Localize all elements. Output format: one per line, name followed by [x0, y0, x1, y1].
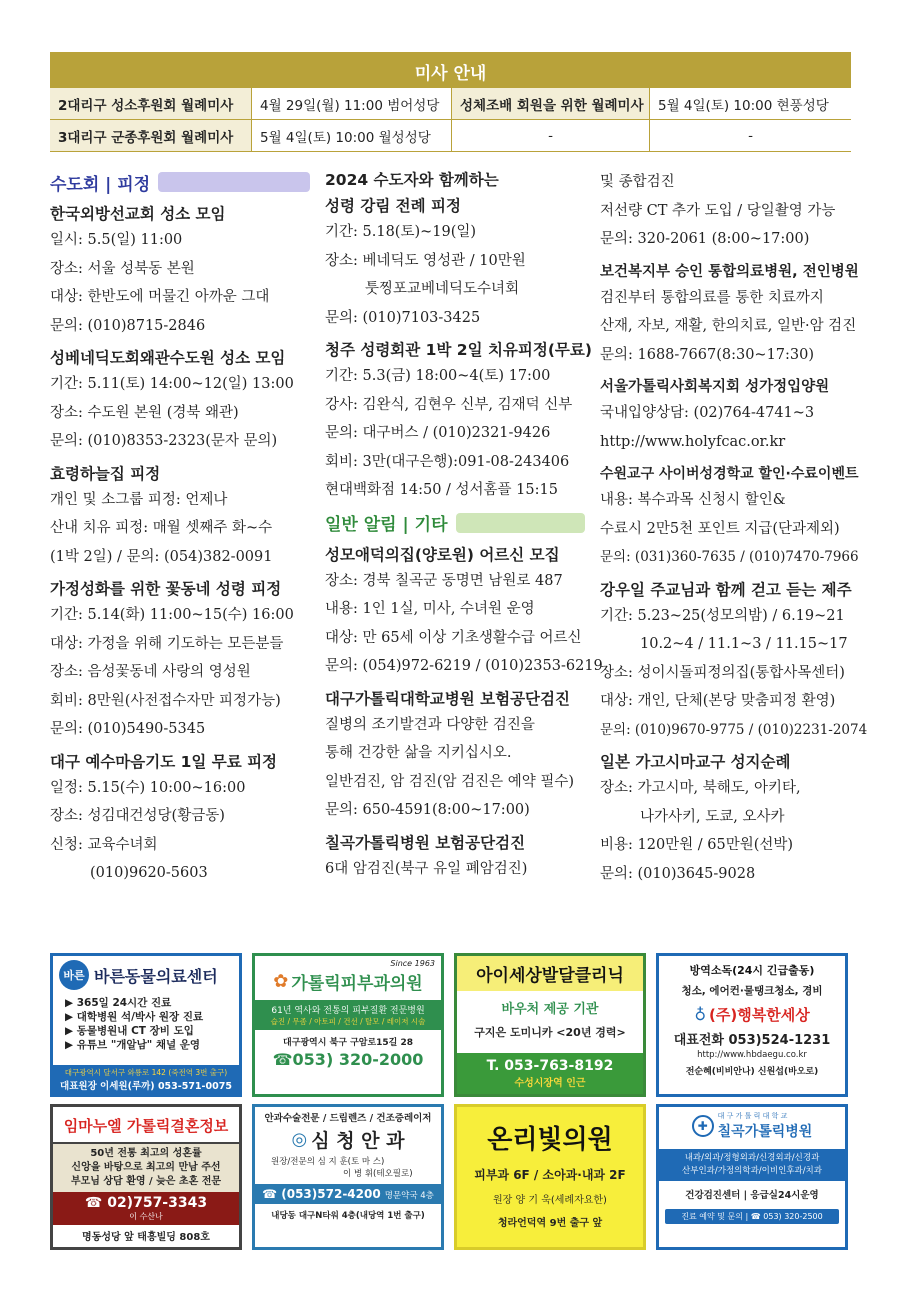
notice-line: 내용: 1인 1실, 미사, 수녀원 운영	[325, 601, 535, 617]
notice-title: 수원교구 사이버성경학교 할인·수료이벤트	[600, 466, 859, 482]
ad-doctor: 원장/전문의 심 지 훈(토 마 스)	[271, 1157, 385, 1167]
notice-line: 기간: 5.11(토) 14:00~12(일) 13:00	[50, 376, 294, 392]
notice-item	[325, 168, 585, 332]
notice-line: 질병의 조기발견과 다양한 검진을	[325, 716, 535, 733]
notice-line: 일반검진, 암 검진(암 검진은 예약 필수)	[325, 773, 575, 790]
company-logo-icon: ♁	[694, 1005, 707, 1024]
ad-person: 이 수산나	[129, 1212, 163, 1221]
ad-center: 건강검진센터 | 응급실24시운영	[685, 1190, 819, 1201]
ad-cleaning[interactable]	[656, 953, 848, 1097]
table-cell: 4월 29일(월) 11:00 범어성당	[252, 88, 452, 119]
notice-line: 개인 및 소그룹 피정: 언제나	[50, 491, 228, 508]
notice-line: (010)9620-5603	[90, 865, 208, 881]
clinic-logo-icon: 바른	[59, 960, 89, 990]
notice-line: 장소: 서울 성북동 본원	[50, 260, 195, 277]
ad-line: 61년 역사와 전통의 피부질환 전문병원	[271, 1006, 425, 1016]
ad-line: 부모님 상담 환영 / 늦은 초혼 전문	[70, 1176, 222, 1187]
notice-title: 청주 성령회관 1박 2일 치유피정(무료)	[325, 341, 592, 359]
section-title: 수도회 | 피정	[50, 174, 151, 195]
notice-item	[600, 375, 860, 456]
notice-title: 가정성화를 위한 꽃동네 성령 피정	[50, 580, 282, 598]
table-row	[50, 120, 851, 152]
notice-line: 장소: 성이시돌피정의집(통합사목센터)	[600, 664, 845, 681]
ad-child-clinic[interactable]	[454, 953, 646, 1097]
ad-line: ▶ 유튜브 "개알남" 채널 운영	[65, 1039, 201, 1051]
notice-line: 저선량 CT 추가 도입 / 당일촬영 가능	[600, 202, 836, 219]
notice-line: 장소: 수도원 본원 (경북 왜관)	[50, 404, 239, 421]
ad-line: 안과수술전문 / 드림렌즈 / 건조증레이저	[264, 1113, 432, 1124]
notice-line: 문의: (054)972-6219 / (010)2353-6219	[325, 658, 603, 674]
notice-line: 기간: 5.3(금) 18:00~4(토) 17:00	[325, 368, 551, 384]
ad-line: ▶ 365일 24시간 진료	[65, 997, 172, 1009]
ad-university: 대 구 가 톨 릭 대 학 교	[717, 1112, 788, 1120]
ad-location: 수성시장역 인근	[514, 1078, 586, 1089]
notice-line: 문의: 650-4591(8:00~17:00)	[325, 802, 530, 818]
notice-item	[600, 462, 860, 572]
notice-line: 문의: (031)360-7635 / (010)7470-7966	[600, 549, 859, 565]
ad-doctor: 구지은 도미니카 <20년 경력>	[474, 1026, 626, 1039]
hospital-emblem-icon: ✚	[692, 1115, 714, 1137]
ad-footer: 명동성당 앞 태흥빌딩 808호	[82, 1232, 210, 1243]
table-cell: 5월 4일(토) 10:00 월성성당	[252, 120, 452, 151]
notice-line: 대상: 만 65세 이상 기초생활수급 어르신	[325, 629, 582, 646]
ad-location: 청라언덕역 9번 출구 앞	[497, 1218, 603, 1229]
notice-item	[50, 202, 310, 340]
table-row	[50, 88, 851, 120]
notice-line: 내용: 복수과목 신청시 할인&	[600, 492, 786, 508]
notice-line: 국내입양상담: (02)764-4741~3	[600, 405, 815, 421]
ad-line: 내과/외과/정형외과/신경외과/신경과	[684, 1153, 820, 1163]
ad-line: 방역소독(24시 긴급출동)	[689, 964, 815, 977]
ad-phone: ☎ (053)572-4200	[262, 1187, 381, 1201]
section-header	[325, 509, 585, 537]
table-cell: 3대리구 군종후원회 월례미사	[50, 120, 252, 151]
notice-line: 문의: (010)9670-9775 / (010)2231-2074	[600, 721, 868, 738]
notice-title: 성모애덕의집(양로원) 어르신 모집	[325, 545, 560, 564]
mass-table-title: 미사 안내	[50, 54, 851, 88]
column-retreats	[50, 168, 310, 888]
notice-line: 10.2~4 / 11.1~3 / 11.15~17	[640, 636, 848, 652]
ad-doctor: 이 병 휘(테오필로)	[343, 1169, 413, 1179]
ad-footer: 진료 예약 및 문의 | ☎ 053) 320-2500	[665, 1209, 839, 1224]
mass-schedule-table	[50, 52, 851, 152]
notice-title: 강우일 주교님과 함께 걷고 듣는 제주	[600, 580, 852, 599]
ad-eye-clinic[interactable]	[252, 1104, 444, 1250]
ad-address: 대구광역시 달서구 와룡로 142 (죽전역 3번 출구)	[64, 1068, 228, 1077]
ad-name: 임마누엘 가톨릭결혼정보	[53, 1107, 239, 1144]
notice-line: http://www.holyfcac.or.kr	[600, 433, 786, 450]
ad-footer: 대표원장 이세원(루까) 053-571-0075	[60, 1081, 232, 1092]
notice-line: 산재, 자보, 재활, 한의치료, 일반·암 검진	[600, 318, 857, 334]
notice-item	[50, 346, 310, 456]
table-cell: 5월 4일(토) 10:00 현풍성당	[658, 97, 829, 114]
notice-item	[600, 578, 868, 745]
notice-line: 회비: 3만(대구은행):091-08-243406	[325, 453, 570, 470]
notice-line: 문의: (010)5490-5345	[50, 721, 206, 737]
notice-item	[325, 543, 603, 681]
notice-item	[600, 168, 860, 254]
ad-line: 청소, 에어컨·물탱크청소, 경비	[681, 985, 823, 997]
notice-line: 현대백화점 14:50 / 성서홈플 15:15	[325, 482, 558, 498]
notice-line: 일시: 5.5(일) 11:00	[50, 232, 183, 248]
column-notices	[325, 168, 603, 883]
notice-item	[600, 750, 860, 888]
notice-line: 문의: (010)8353-2323(문자 문의)	[50, 433, 278, 449]
table-cell: 성체조배 회원을 위한 월례미사	[452, 88, 650, 119]
ad-line: 산부인과/가정의학과/이비인후과/치과	[682, 1166, 822, 1176]
ad-marriage-info[interactable]	[50, 1104, 242, 1250]
notice-line: (1박 2일) / 문의: (054)382-0091	[50, 548, 273, 565]
ad-name: 아이세상발달클리닉	[457, 956, 643, 991]
table-cell: -	[452, 120, 650, 151]
leaf-icon: ✿	[273, 970, 289, 992]
eye-logo-icon: ◎	[291, 1129, 308, 1150]
notice-line: 문의: 1688-7667(8:30~17:30)	[600, 346, 815, 363]
ad-footer: 내당동 대구N타워 4층(내당역 1번 출구)	[271, 1211, 425, 1221]
notice-title: 보건복지부 승인 통합의료병원, 전인병원	[600, 263, 859, 280]
notice-line: 수료시 2만5천 포인트 지급(단과제외)	[600, 520, 840, 537]
notice-line: 나가사키, 도쿄, 오사카	[640, 808, 785, 825]
ad-name: 바른동물의료센터	[94, 966, 218, 986]
notice-line: 기간: 5.18(토)~19(일)	[325, 224, 477, 240]
ad-dermatology[interactable]	[252, 953, 444, 1097]
ad-subtitle: 바우처 제공 기관	[501, 1002, 599, 1017]
notice-title: 칠곡가톨릭병원 보험공단검진	[325, 833, 526, 852]
notice-line: 일정: 5.15(수) 10:00~16:00	[50, 779, 246, 796]
notice-title: 한국외방선교회 성소 모임	[50, 205, 226, 223]
notice-line: 장소: 성김대건성당(황금동)	[50, 808, 225, 824]
notice-item	[325, 338, 592, 505]
section-title: 일반 알림 | 기타	[325, 515, 448, 535]
table-cell: 2대리구 성소후원회 월례미사	[50, 88, 252, 119]
notice-item	[50, 750, 310, 888]
notice-line: 기간: 5.14(화) 11:00~15(수) 16:00	[50, 607, 294, 623]
ad-website: http://www.hbdaegu.co.kr	[697, 1050, 807, 1060]
ad-line: 신앙을 바탕으로 최고의 만남 주선	[71, 1162, 221, 1173]
notice-line: 검진부터 통합의료를 통한 치료까지	[600, 289, 824, 306]
notice-title: 대구 예수마음기도 1일 무료 피정	[50, 752, 278, 771]
notice-title: 2024 수도자와 함께하는	[325, 171, 499, 189]
ad-phone: ☎053) 320-2000	[272, 1050, 424, 1069]
notice-line: 장소: 경북 칠곡군 동명면 남원로 487	[325, 572, 563, 589]
notice-line: 신청: 교육수녀회	[50, 836, 158, 853]
ad-line: 50년 전통 최고의 성혼률	[90, 1148, 202, 1159]
notice-item	[325, 687, 585, 825]
ad-phone: T. 053-763-8192	[486, 1058, 614, 1074]
notice-line: 대상: 개인, 단체(본당 맞춤피정 환영)	[600, 693, 836, 709]
notice-line: 강사: 김완식, 김현우 신부, 김재덕 신부	[325, 396, 573, 413]
notice-line: 대상: 가정을 위해 기도하는 모든분들	[50, 635, 284, 652]
ad-name: 가톨릭피부과의원	[291, 973, 423, 994]
notice-title: 효령하늘집 피정	[50, 464, 161, 483]
ad-animal-clinic[interactable]	[50, 953, 242, 1097]
notice-line: 장소: 가고시마, 북해도, 아키타,	[600, 780, 801, 796]
table-cell: -	[748, 127, 753, 144]
ad-line: 명문약국 4층	[384, 1191, 434, 1201]
ad-doctor: 원장 양 기 욱(세례자요한)	[493, 1195, 607, 1206]
notice-line: 통해 건강한 삶을 지키십시오.	[325, 745, 512, 761]
section-header	[50, 168, 310, 196]
notice-line: 산내 치유 피정: 매월 셋째주 화~수	[50, 520, 273, 536]
notice-title: 성령 강림 전례 피정	[325, 197, 461, 215]
ad-subtitle: 피부과 6F / 소아과·내과 2F	[474, 1168, 626, 1182]
ad-since: Since 1963	[390, 959, 435, 968]
notice-line: 문의: (010)7103-3425	[325, 309, 481, 326]
ad-line: ▶ 동물병원내 CT 장비 도입	[65, 1025, 194, 1037]
notice-line: 문의: 대구버스 / (010)2321-9426	[325, 425, 551, 441]
notice-item	[50, 462, 310, 572]
ad-phone: ☎ 02)757-3343	[84, 1195, 208, 1211]
notice-line: 문의: (010)3645-9028	[600, 865, 756, 882]
notice-item	[50, 577, 310, 744]
notice-title: 대구가톨릭대학교병원 보험공단검진	[325, 689, 570, 708]
ad-chilgok-hospital[interactable]	[656, 1104, 848, 1250]
notice-line: 비용: 120만원 / 65만원(선박)	[600, 837, 794, 853]
ad-name: 칠곡가톨릭병원	[717, 1124, 813, 1140]
notice-title: 일본 가고시마교구 성지순례	[600, 753, 791, 771]
notice-line: 문의: (010)8715-2846	[50, 317, 206, 334]
ad-line: 습진 / 무좀 / 아토피 / 건선 / 탈모 / 레이저 시술	[270, 1017, 426, 1026]
notice-item	[600, 260, 860, 370]
notice-line: 장소: 음성꽃동네 사랑의 영성원	[50, 664, 251, 680]
ad-line: ▶ 대학병원 석/박사 원장 진료	[65, 1011, 204, 1023]
notice-line: 대상: 한반도에 머물긴 아까운 그대	[50, 289, 270, 305]
notice-line: 및 종합검진	[600, 174, 675, 190]
notice-item	[325, 831, 585, 884]
ad-name: (주)행복한세상	[709, 1006, 810, 1024]
notice-line: 장소: 베네딕도 영성관 / 10만원	[325, 252, 526, 269]
ad-footer: 전순혜(비비안나) 신원섭(바오로)	[685, 1067, 819, 1077]
notice-line: 문의: 320-2061 (8:00~17:00)	[600, 231, 810, 247]
ad-name: 심 청 안 과	[311, 1130, 405, 1152]
ad-onlybit-clinic[interactable]	[454, 1104, 646, 1250]
notice-line: 툿찡포교베네딕도수녀회	[365, 281, 520, 297]
notice-line: 회비: 8만원(사전접수자만 피정가능)	[50, 692, 281, 709]
ad-name: 온리빛의원	[487, 1125, 613, 1155]
notice-line: 기간: 5.23~25(성모의밤) / 6.19~21	[600, 607, 845, 624]
notice-line: 6대 암검진(북구 유일 폐암검진)	[325, 860, 528, 877]
ad-address: 대구광역시 북구 구암로15길 28	[282, 1038, 414, 1048]
column-notices-2	[600, 168, 868, 888]
notice-title: 서울가톨릭사회복지회 성가정입양원	[600, 379, 830, 395]
ad-phone: 대표전화 053)524-1231	[673, 1033, 831, 1048]
notice-title: 성베네딕도회왜관수도원 성소 모임	[50, 349, 286, 367]
